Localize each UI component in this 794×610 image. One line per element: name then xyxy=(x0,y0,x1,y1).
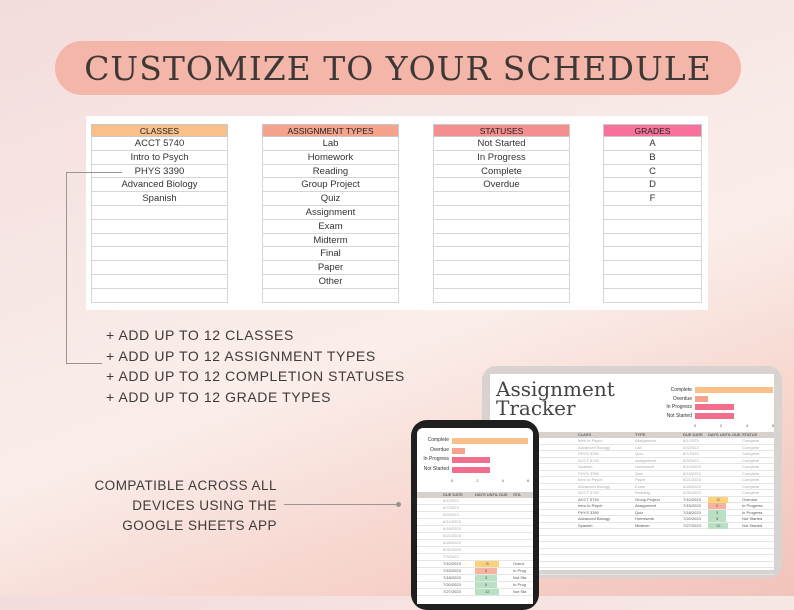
feature-item: + ADD UP TO 12 CLASSES xyxy=(106,327,294,343)
sheet-cell[interactable] xyxy=(433,275,570,289)
phone-device xyxy=(411,420,539,610)
grid-cell: Advanced Biology xyxy=(578,516,611,521)
grid-cell: PHYS 3390 xyxy=(578,470,599,476)
grid-cell: 7/20/2023 xyxy=(683,516,701,521)
grid-cell: Complete xyxy=(742,477,760,482)
grid-cell: PHYS 3390 xyxy=(578,451,599,456)
grid-cell: 7/20/2023 xyxy=(443,582,461,587)
sheet-cell[interactable]: Exam xyxy=(262,220,399,234)
compat-line: DEVICES USING THE xyxy=(132,498,277,513)
tracker-title xyxy=(496,377,615,420)
sheet-cell[interactable] xyxy=(603,234,702,248)
grid-cell: In Progress xyxy=(742,509,763,515)
feature-item: + ADD UP TO 12 COMPLETION STATUSES xyxy=(106,368,405,384)
grid-cell: In Progress xyxy=(742,503,763,508)
sheet-column xyxy=(262,124,399,303)
grid-row[interactable] xyxy=(417,526,533,533)
chart-label: In Progress xyxy=(666,404,692,410)
grid-row[interactable] xyxy=(417,512,533,519)
chart-bar xyxy=(452,438,528,444)
grid-row[interactable] xyxy=(417,582,533,589)
grid-cell: Homework xyxy=(635,516,655,521)
grid-header-cell: DUE DATE xyxy=(443,492,463,497)
sheet-cell[interactable] xyxy=(603,275,702,289)
grid-cell: 6/28/2023 xyxy=(443,540,461,545)
grid-cell: Complete xyxy=(742,490,760,495)
grid-header-cell: CLASS xyxy=(578,432,592,437)
pointer-line xyxy=(284,504,398,505)
grid-cell: 7/10/2023 xyxy=(443,561,461,566)
chart-bar xyxy=(695,413,734,419)
grid-cell: Not Sta xyxy=(513,589,527,594)
chart-bar xyxy=(452,448,465,454)
grid-cell: 6/7/2023 xyxy=(443,505,459,510)
grid-cell: 7/27/2023 xyxy=(683,522,701,528)
grid-cell: 12 xyxy=(708,523,728,529)
grid-cell: Quiz xyxy=(635,509,644,515)
sheet-cell[interactable] xyxy=(91,234,228,248)
pointer-dot xyxy=(396,502,401,507)
tracker-title-line: Tracker xyxy=(496,396,576,420)
chart-tick: 4 xyxy=(501,478,504,483)
feature-item: + ADD UP TO 12 ASSIGNMENT TYPES xyxy=(106,347,376,364)
connector-line-bottom xyxy=(66,363,102,364)
banner-title: CUSTOMIZE TO YOUR SCHEDULE xyxy=(84,48,712,88)
chart-tick: 6 xyxy=(527,478,530,483)
column-header: STATUSES xyxy=(433,124,570,137)
chart-tick: 2 xyxy=(720,423,723,428)
compatibility-note xyxy=(60,476,277,536)
sheet-cell[interactable]: Advanced Biology xyxy=(91,178,228,192)
sheet-cell[interactable]: C xyxy=(603,165,702,179)
sheet-cell[interactable] xyxy=(433,234,570,248)
chart-label: Overdue xyxy=(429,446,449,453)
chart-label: Not Started xyxy=(423,465,449,472)
grid-cell: 3 xyxy=(475,575,497,581)
grid-header-cell: STA xyxy=(513,492,521,497)
chart-label: Complete xyxy=(427,437,449,443)
grid-cell: 6/14/2023 xyxy=(683,464,701,469)
grid-cell: 5 xyxy=(475,582,497,588)
grid-cell: Complete xyxy=(742,444,760,450)
sheet-cell[interactable]: D xyxy=(603,178,702,192)
chart-tick: 6 xyxy=(772,423,775,428)
sheet-cell[interactable] xyxy=(603,220,702,234)
sheet-cell[interactable]: Spanish xyxy=(91,192,228,206)
grid-row[interactable] xyxy=(417,533,533,540)
chart-bar xyxy=(695,396,708,402)
sheet-cell[interactable]: Assignment xyxy=(262,206,399,220)
sheet-cell[interactable]: ACCT 5740 xyxy=(91,137,228,151)
grid-cell: 7/18/2023 xyxy=(443,575,461,580)
grid-cell: Complete xyxy=(742,483,760,489)
sheet-column xyxy=(91,124,228,303)
grid-cell: Assignment xyxy=(635,503,656,508)
sheet-cell[interactable]: Other xyxy=(262,275,399,289)
grid-cell: 6/9/2023 xyxy=(683,457,699,463)
grid-cell: Not Started xyxy=(742,516,763,521)
grid-cell: Paper xyxy=(635,477,646,482)
grid-cell: Not Sta xyxy=(513,575,527,580)
sheet-cell[interactable]: B xyxy=(603,151,702,165)
grid-cell: 6/1/2023 xyxy=(443,498,459,503)
grid-header-cell: TYPE xyxy=(635,432,646,437)
sheet-cell[interactable] xyxy=(91,220,228,234)
sheet-cell[interactable] xyxy=(603,289,702,303)
grid-cell: Spanish xyxy=(578,522,593,528)
grid-cell: Complete xyxy=(742,470,760,476)
grid-row[interactable] xyxy=(417,561,533,568)
compat-line: GOOGLE SHEETS APP xyxy=(122,518,277,533)
grid-cell: 7/10/2023 xyxy=(683,496,701,502)
sheet-cell[interactable]: Paper xyxy=(262,261,399,275)
sheet-cell[interactable]: Complete xyxy=(433,165,570,179)
grid-cell: 12 xyxy=(475,589,499,595)
compat-line: COMPATIBLE ACROSS ALL xyxy=(94,478,277,493)
grid-row[interactable] xyxy=(417,547,533,554)
grid-cell: Midterm xyxy=(635,522,650,528)
grid-cell: Complete xyxy=(742,451,760,456)
grid-cell: Assignment xyxy=(635,438,656,443)
column-header: ASSIGNMENT TYPES xyxy=(262,124,399,137)
chart-bar xyxy=(452,467,490,473)
feature-item: + ADD UP TO 12 GRADE TYPES xyxy=(106,388,332,405)
grid-cell: Exam xyxy=(635,483,646,489)
sheet-cell[interactable] xyxy=(262,289,399,303)
chart-labels xyxy=(419,436,449,474)
grid-row[interactable] xyxy=(417,554,533,561)
grid-header-cell: DUE DATE xyxy=(683,432,703,437)
grid-cell: Intro to Psych xyxy=(578,477,603,482)
connector-line xyxy=(66,172,67,363)
sheet-cell[interactable] xyxy=(433,206,570,220)
sheet-cell[interactable] xyxy=(91,275,228,289)
grid-cell: 6/1/2023 xyxy=(683,438,699,443)
sheet-cell[interactable] xyxy=(433,261,570,275)
grid-cell: PHYS 3390 xyxy=(578,509,599,515)
grid-cell: 6/9/2023 xyxy=(443,512,459,517)
sheet-cell[interactable]: F xyxy=(603,192,702,206)
feature-list xyxy=(106,325,405,407)
grid-cell: 6/28/2023 xyxy=(683,483,701,489)
grid-cell: Complete xyxy=(742,457,760,463)
grid-cell: 7/15/2023 xyxy=(683,503,701,508)
grid-cell: -5 xyxy=(475,561,499,567)
grid-cell: ACCT 5740 xyxy=(578,496,599,502)
header-banner xyxy=(55,41,741,95)
sheet-cell[interactable]: In Progress xyxy=(433,151,570,165)
grid-cell: Reading xyxy=(635,490,650,495)
grid-row[interactable] xyxy=(417,519,533,526)
sheet-cell[interactable]: PHYS 3390 xyxy=(91,165,228,179)
sheet-cell[interactable] xyxy=(91,289,228,303)
grid-cell: In Prog xyxy=(513,582,526,587)
grid-row[interactable] xyxy=(417,498,533,505)
chart-bar xyxy=(695,404,734,410)
grid-cell: 6/21/2023 xyxy=(683,477,701,482)
grid-cell: Assignment xyxy=(635,457,656,463)
grid-cell: Overdue xyxy=(742,496,758,502)
tracker-title-line: Assignment xyxy=(496,377,615,401)
grid-row[interactable] xyxy=(417,589,533,596)
sheet-cell[interactable]: Overdue xyxy=(433,178,570,192)
chart-tick: 4 xyxy=(746,423,749,428)
grid-cell: 6/7/2023 xyxy=(683,451,699,456)
chart-tick: 0 xyxy=(451,478,454,483)
sheet-cell[interactable] xyxy=(433,289,570,303)
chart-bar xyxy=(695,387,773,393)
chart-label: Not Started xyxy=(666,412,692,419)
chart-labels xyxy=(640,386,692,420)
grid-header-cell: DAYS UNTIL DUE xyxy=(475,492,508,497)
sheet-column xyxy=(433,124,570,303)
sheet-cell[interactable]: Not Started xyxy=(433,137,570,151)
grid-cell: Intro to Psych xyxy=(578,438,603,443)
grid-cell: 6/3/2023 xyxy=(683,444,699,450)
chart-tick: 0 xyxy=(694,423,697,428)
sheet-cell[interactable] xyxy=(603,206,702,220)
grid-cell: 0 xyxy=(708,503,726,509)
sheet-cell[interactable]: Homework xyxy=(262,151,399,165)
grid-cell: 7/15/2023 xyxy=(443,568,461,573)
grid-cell: 0 xyxy=(475,568,497,574)
grid-row[interactable] xyxy=(417,568,533,575)
grid-cell: Spanish xyxy=(578,464,593,469)
grid-cell: Quiz xyxy=(635,451,644,456)
sheet-cell[interactable] xyxy=(603,247,702,261)
grid-cell: Advanced Biology xyxy=(578,483,611,489)
grid-row[interactable] xyxy=(417,505,533,512)
chart-label: Overdue xyxy=(672,395,692,402)
grid-cell: -5 xyxy=(708,497,728,503)
column-header: GRADES xyxy=(603,124,702,137)
settings-sheet xyxy=(86,116,708,310)
sheet-column xyxy=(603,124,702,303)
chart-bar xyxy=(452,457,490,463)
connector-line-top xyxy=(66,172,122,173)
sheet-cell[interactable] xyxy=(433,247,570,261)
sheet-cell[interactable]: Quiz xyxy=(262,192,399,206)
sheet-cell[interactable] xyxy=(603,261,702,275)
grid-cell: ACCT 5740 xyxy=(578,457,599,463)
chart-label: Complete xyxy=(670,387,692,393)
sheet-cell[interactable]: Midterm xyxy=(262,234,399,248)
grid-cell: Complete xyxy=(742,438,760,443)
grid-cell: 3 xyxy=(708,510,726,516)
grid-row[interactable] xyxy=(417,575,533,582)
grid-cell: 7/18/2023 xyxy=(683,509,701,515)
grid-cell: 6/30/2023 xyxy=(683,490,701,495)
sheet-cell[interactable]: Reading xyxy=(262,165,399,179)
grid-cell: Quiz xyxy=(635,470,644,476)
chart-label: In Progress xyxy=(423,456,449,462)
sheet-cell[interactable] xyxy=(91,261,228,275)
grid-cell: Not Started xyxy=(742,522,763,528)
sheet-cell[interactable] xyxy=(433,192,570,206)
grid-cell: 6/30/2023 xyxy=(443,547,461,552)
grid-cell: 6/14/2023 xyxy=(443,519,461,524)
grid-cell: 7/3/2023 xyxy=(443,554,459,559)
grid-cell: Complete xyxy=(742,464,760,469)
chart-tick: 2 xyxy=(476,478,479,483)
grid-header-cell: STATUS xyxy=(742,432,758,437)
grid-cell: 6/16/2023 xyxy=(683,470,701,476)
sheet-cell[interactable] xyxy=(433,220,570,234)
grid-cell: Intro to Psych xyxy=(578,503,603,508)
grid-cell: Lab xyxy=(635,444,642,450)
grid-cell: Overd xyxy=(513,561,524,566)
grid-cell: ACCT 5740 xyxy=(578,490,599,495)
phone-screen xyxy=(417,428,533,604)
sheet-cell[interactable]: A xyxy=(603,137,702,151)
grid-cell: Advanced Biology xyxy=(578,444,611,450)
grid-cell: Group Project xyxy=(635,496,660,502)
sheet-cell[interactable]: Intro to Psych xyxy=(91,151,228,165)
sheet-cell[interactable] xyxy=(91,206,228,220)
grid-cell: 6/16/2023 xyxy=(443,526,461,531)
grid-header-cell: DAYS UNTIL DUE xyxy=(708,432,741,437)
grid-cell: 5 xyxy=(708,516,726,522)
sheet-cell[interactable]: Group Project xyxy=(262,178,399,192)
sheet-cell[interactable] xyxy=(91,247,228,261)
sheet-cell[interactable]: Lab xyxy=(262,137,399,151)
grid-cell: 6/21/2023 xyxy=(443,533,461,538)
grid-cell: 7/27/2023 xyxy=(443,589,461,594)
sheet-cell[interactable]: Final xyxy=(262,247,399,261)
grid-row[interactable] xyxy=(417,540,533,547)
grid-cell: Homework xyxy=(635,464,655,469)
grid-cell: In Prog xyxy=(513,568,526,573)
column-header: CLASSES xyxy=(91,124,228,137)
